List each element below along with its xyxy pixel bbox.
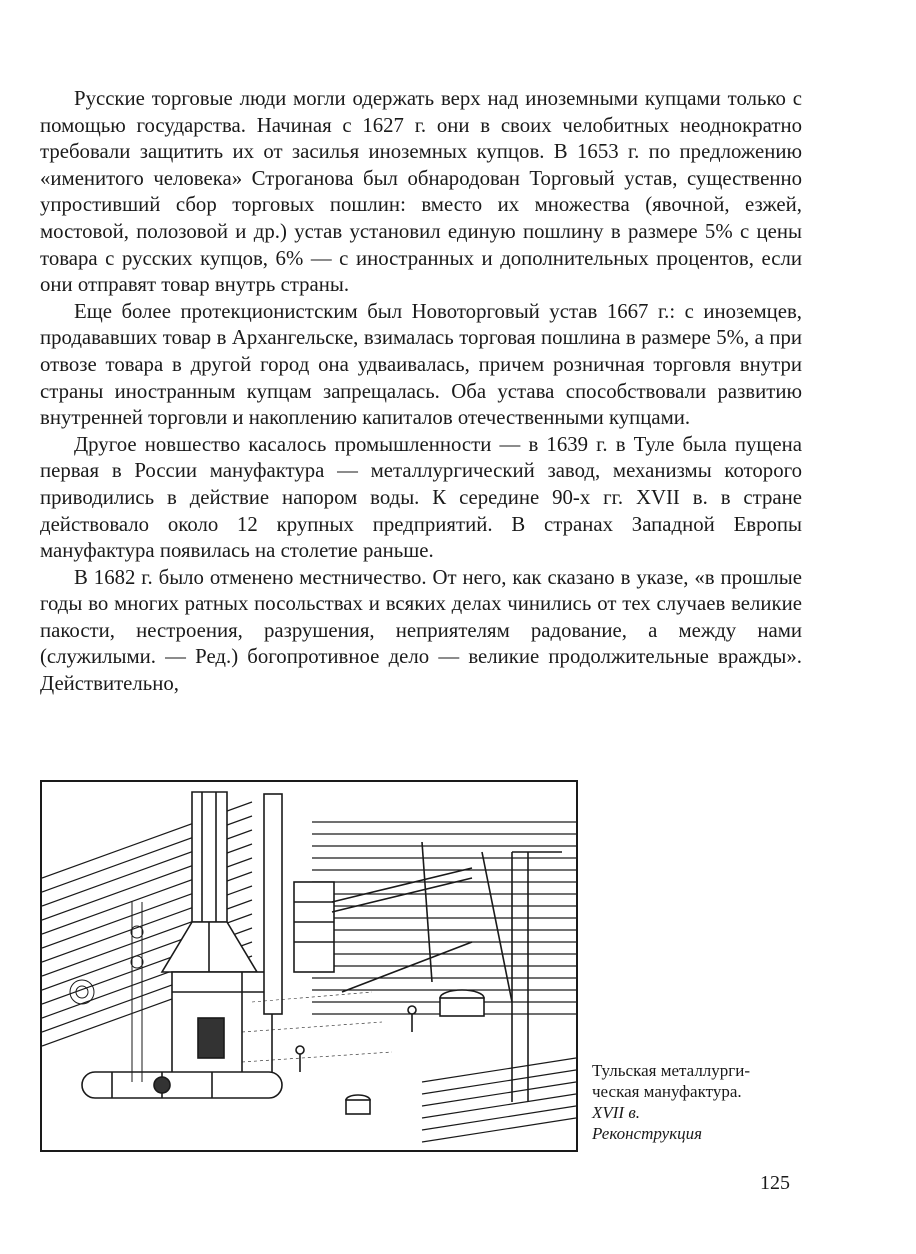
caption-line-2: ческая мануфактура. — [592, 1082, 742, 1101]
caption-line-1: Тульская металлурги- — [592, 1061, 751, 1080]
paragraph-4: В 1682 г. было отменено местничество. От него, как сказано в указе, «в прошлые годы во многих ратных посольствах и всяких делах чинились от тех случаев великие пакости, нестроения, разрушения, неприятелям радование, а между нами (служилыми. — Ред.) богопротивное дело — великие продолжительные вражды». Действительно, — [40, 565, 802, 696]
foundry-illustration-icon — [42, 782, 576, 1150]
caption-line-4: Реконструкция — [592, 1124, 703, 1143]
paragraph-3: Другое новшество касалось промышленности — в 1639 г. в Туле была пущена первая в России мануфактура — металлургический завод, механизмы которого приводились в действие напором воды. К середине 90-х гг. XVII в. в стране действовало около 12 крупных предприятий. В странах Западной Европы мануфактура появилась на столетие раньше. — [40, 432, 802, 563]
caption-line-3: XVII в. — [592, 1103, 640, 1122]
page-number: 125 — [760, 1172, 790, 1194]
paragraph-1: Русские торговые люди могли одержать верх над иноземными купцами только с помощью государства. Начиная с 1627 г. они в своих челобитных неоднократно требовали защитить их от засилья иноземных купцов. В 1653 г. по предложению «именитого человека» Строганова был обнародован Торговый устав, существенно упростивший сбор торговых пошлин: вместо их множества (явочной, езжей, мостовой, полозовой и др.) устав установил единую пошлину в размере 5% с цены товара с русских купцов, 6% — с иностранных и дополнительных процентов, если они отправят товар внутрь страны. — [40, 87, 802, 297]
paragraph-2: Еще более протекционистским был Новоторговый устав 1667 г.: с иноземцев, продававших товар в Архангельске, взималась торговая пошлина в размере 5%, а при отвозе товара в другой город она удваивалась, причем розничная торговля внутри страны иностранным купцам запрещалась. Оба устава способствовали развитию внутренней торговли и накоплению капиталов отечественными купцами. — [40, 299, 802, 430]
figure-caption — [592, 1060, 812, 1144]
text-body — [40, 86, 802, 698]
foundry-illustration — [40, 780, 578, 1152]
